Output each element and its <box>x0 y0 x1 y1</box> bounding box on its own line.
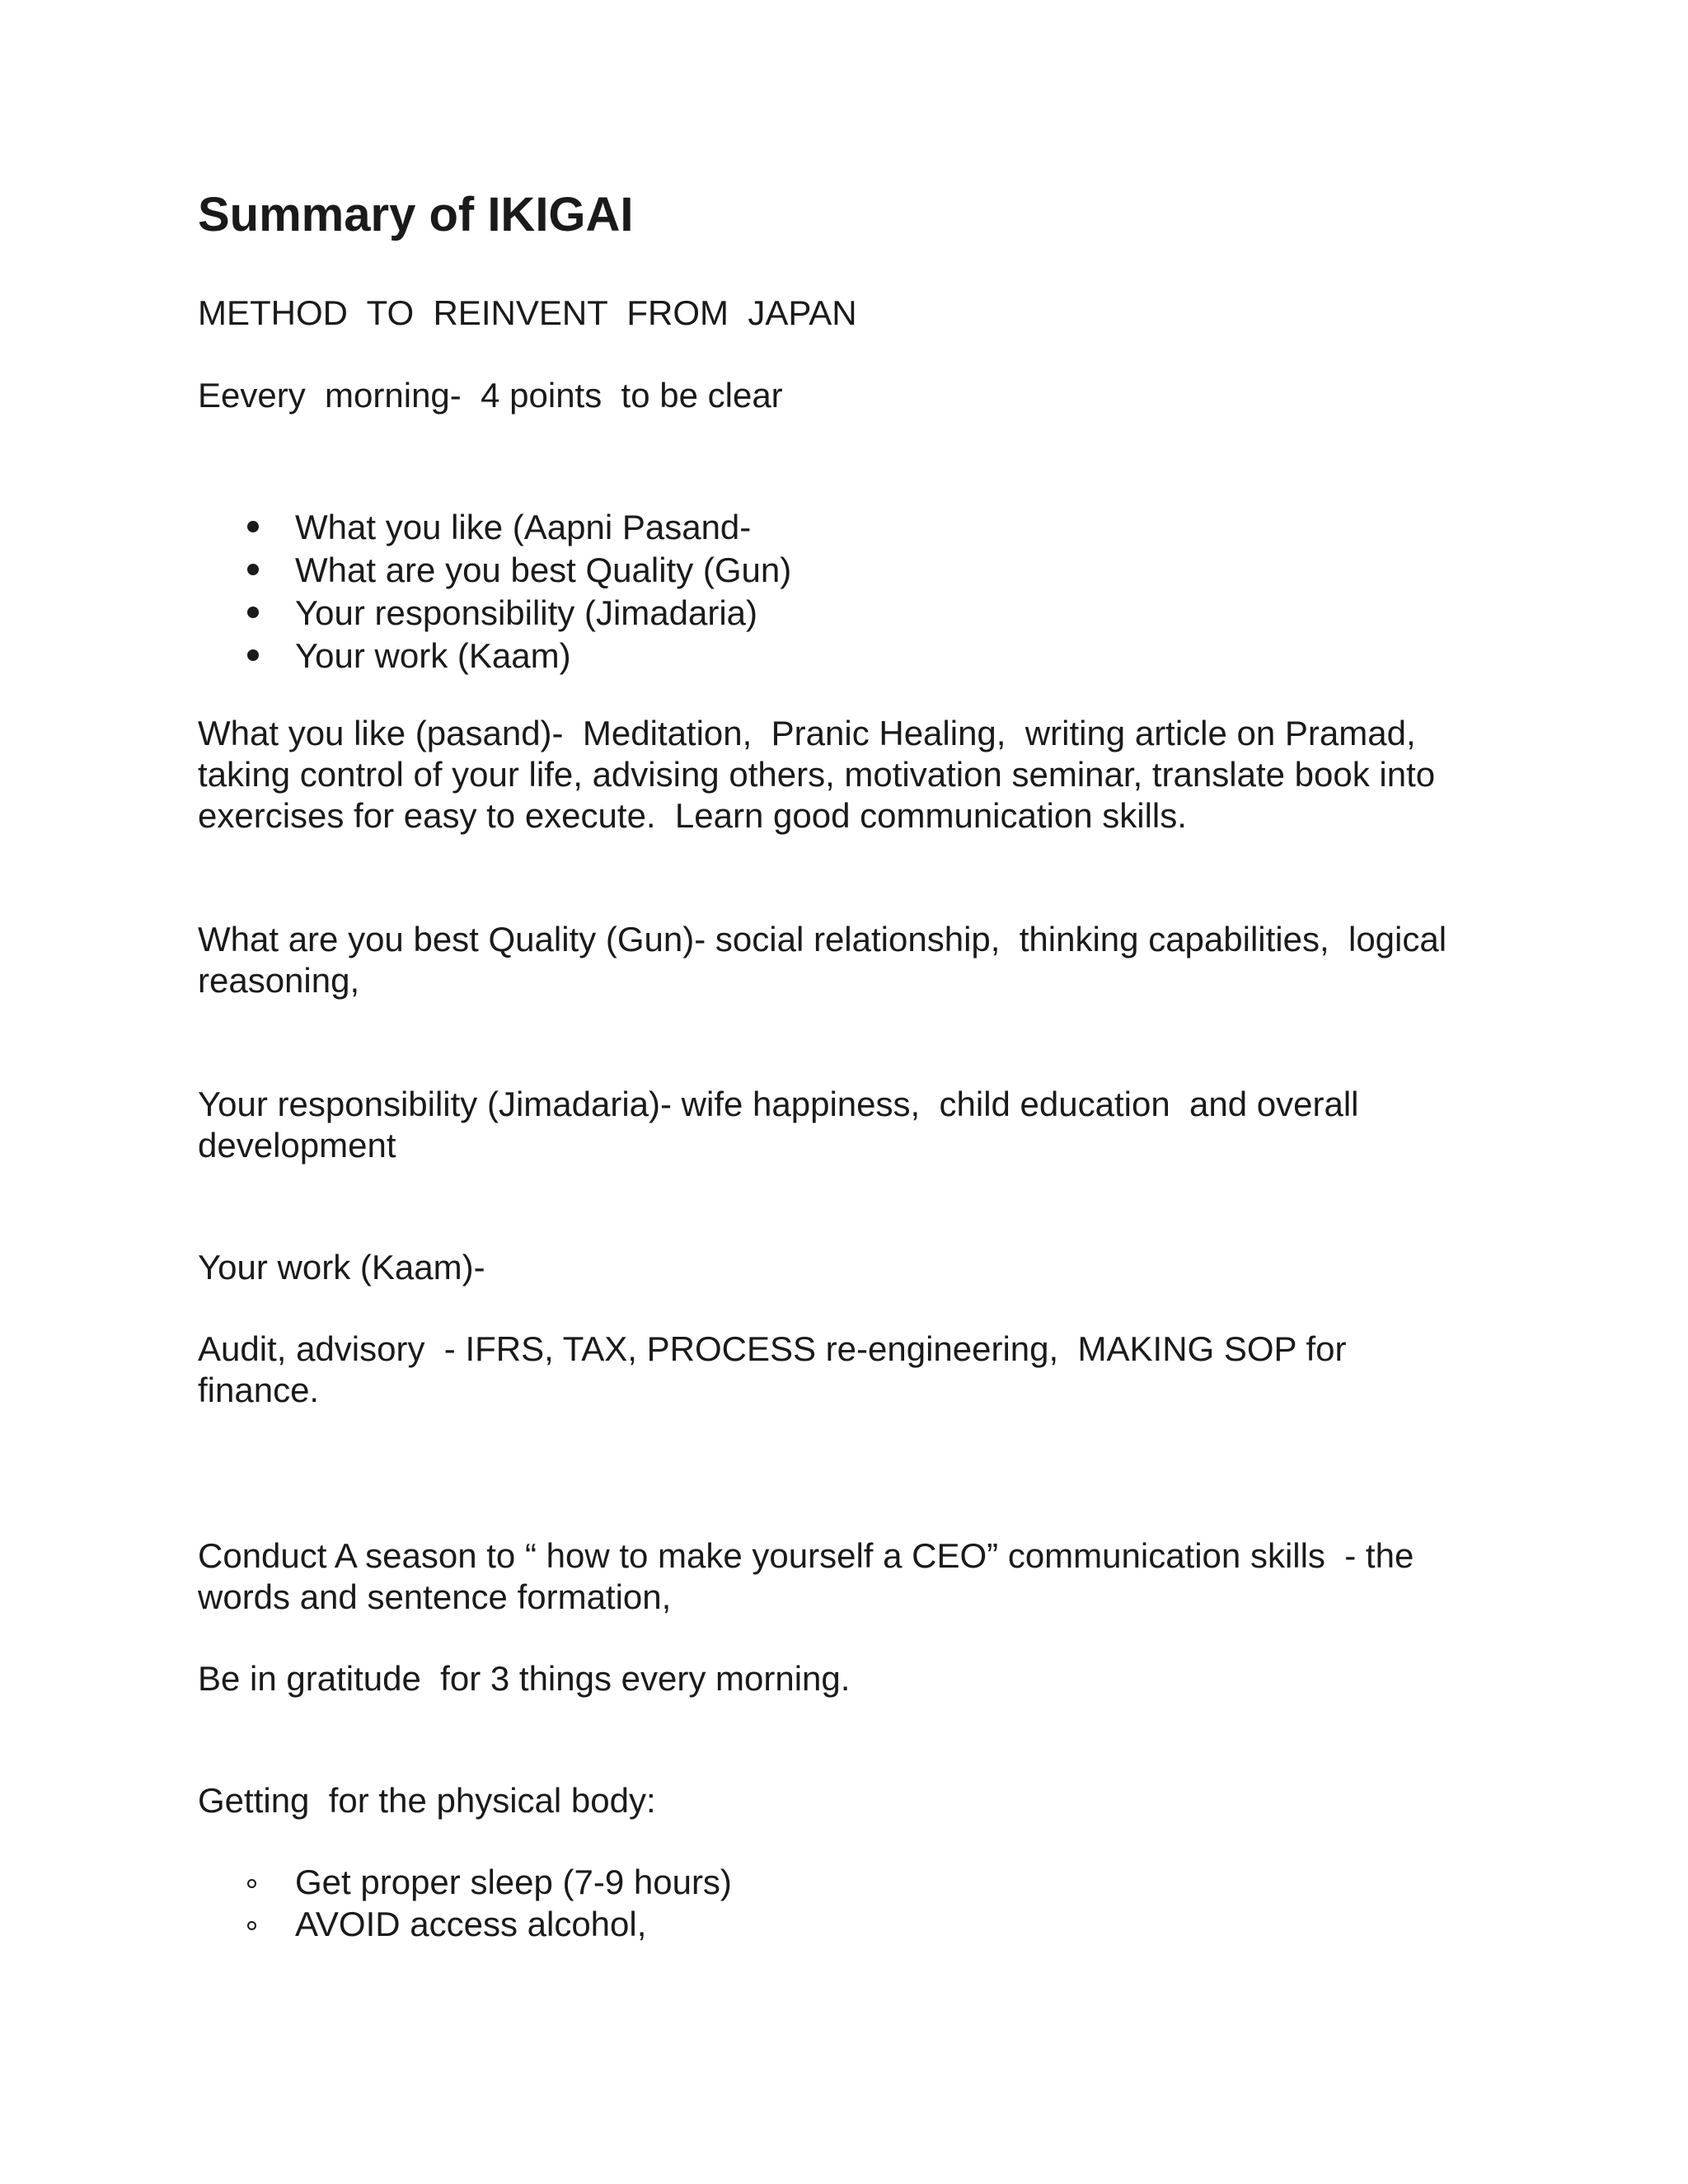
paragraph-work-detail: Audit, advisory - IFRS, TAX, PROCESS re-engineering, MAKING SOP for finance. <box>198 1329 1347 1409</box>
paragraph-responsibility: Your responsibility (Jimadaria)- wife happiness, child education and overall development <box>198 1085 1359 1165</box>
bullet-icon <box>247 521 259 532</box>
list-item: Get proper sleep (7-9 hours) <box>295 1863 732 1901</box>
list-item: AVOID access alcohol, <box>295 1905 647 1943</box>
paragraph-quality: What are you best Quality (Gun)- social relationship, thinking capabilities, logical reasoning, <box>198 920 1447 1000</box>
document-title: Summary of IKIGAI <box>198 188 634 241</box>
list-item: What are you best Quality (Gun) <box>295 551 792 589</box>
list-item: Your responsibility (Jimadaria) <box>295 593 758 632</box>
paragraph-work-heading: Your work (Kaam)- <box>198 1248 485 1286</box>
list-item: Your work (Kaam) <box>295 636 571 675</box>
bullet-icon <box>247 607 259 618</box>
circle-bullet-icon <box>247 1921 256 1930</box>
document-subtitle: METHOD TO REINVENT FROM JAPAN <box>198 293 857 332</box>
bullet-icon <box>247 649 259 661</box>
bullet-icon <box>247 564 259 575</box>
paragraph-physical: Getting for the physical body: <box>198 1781 656 1820</box>
paragraph-gratitude: Be in gratitude for 3 things every morning. <box>198 1659 851 1698</box>
paragraph-ceo: Conduct A season to “ how to make yourself a CEO” communication skills - the words and sentence formation, <box>198 1536 1414 1616</box>
list-item: What you like (Aapni Pasand- <box>295 508 752 546</box>
intro-line: Eevery morning- 4 points to be clear <box>198 376 783 415</box>
paragraph-like: What you like (pasand)- Meditation, Pranic Healing, writing article on Pramad, taking control of your life, advising others, motivation seminar, translate book into exercises for easy to execute. Learn good communication skills. <box>198 714 1436 835</box>
circle-bullet-icon <box>247 1879 256 1888</box>
